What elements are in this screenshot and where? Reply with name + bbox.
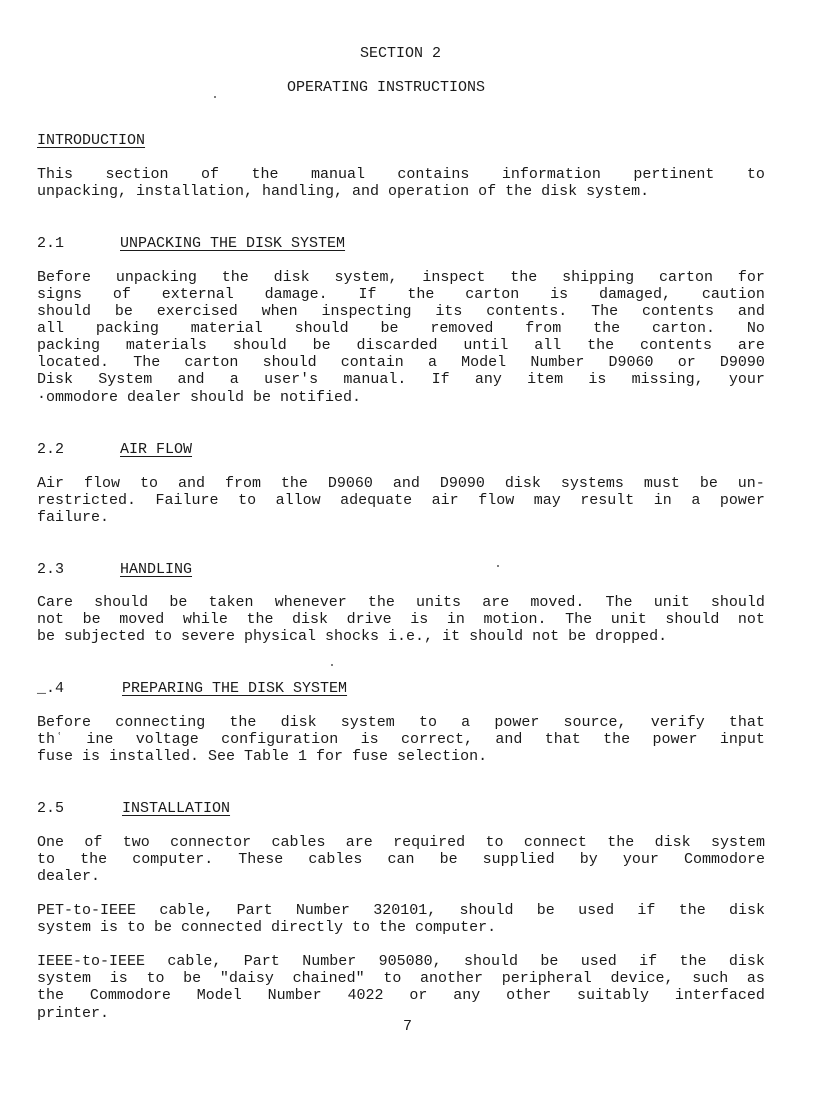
word: disk [292,611,329,628]
word: system [710,834,765,851]
word: power [719,492,765,509]
word: contents [640,337,713,354]
word: information [501,166,601,183]
text-line [37,902,765,919]
word: or [409,987,428,1004]
word: and [495,731,523,748]
word: be [114,303,133,320]
word: If [431,371,450,388]
section-number: _.4 [37,680,65,697]
word: are [345,834,373,851]
word: all [534,337,562,354]
word: be [699,475,718,492]
word: D9090 [439,475,485,492]
word: should [665,611,720,628]
word: must [643,475,680,492]
section-heading: INSTALLATION [122,800,231,817]
text-line [37,371,765,388]
word: The [605,594,633,611]
word: Care [37,594,74,611]
word: the [593,320,621,337]
section-number: 2.2 [37,441,65,458]
word: should [232,337,287,354]
word: pertinent [633,166,715,183]
word: 4022 [347,987,384,1004]
word: D9060 [608,354,654,371]
word: cable, [159,902,214,919]
text-line: dealer. [37,868,101,885]
word: to [485,834,504,851]
word: if [637,902,656,919]
word: in [446,611,465,628]
word: item [527,371,564,388]
word: be [380,320,399,337]
scan-speck [331,664,333,666]
scan-speck [214,96,216,98]
word: to [746,166,765,183]
word: This [37,166,74,183]
word: No [746,320,765,337]
word: peripheral [501,970,592,987]
word: system, [334,269,398,286]
word: used [580,953,617,970]
word: from [525,320,562,337]
word: not [737,611,765,628]
word: manual [310,166,365,183]
word: are [737,337,765,354]
word: Before [37,269,92,286]
word: as [746,970,765,987]
word: user's [264,371,319,388]
word: Part [236,902,273,919]
section-heading: PREPARING THE DISK SYSTEM [122,680,348,697]
word: carton [184,354,239,371]
word: to [238,492,257,509]
word: the [607,834,635,851]
word: a [427,354,437,371]
word: be [169,594,188,611]
word: restricted. [37,492,137,509]
word: system [340,714,395,731]
word: to [146,970,165,987]
word: if [639,953,658,970]
word: Failure [155,492,219,509]
word: discarded [356,337,438,354]
text-line [37,166,765,183]
word: manual. [343,371,407,388]
word: 320101, [373,902,437,919]
word: from [224,475,261,492]
section-title: OPERATING INSTRUCTIONS [287,79,486,96]
word: should [262,354,317,371]
word: source, [563,714,627,731]
text-line [37,731,765,748]
word: should [459,902,514,919]
word: to [383,970,402,987]
word: The [591,303,619,320]
word: Commodore [683,851,765,868]
word: allow [275,492,321,509]
text-line: system is to be connected directly to the computer. [37,919,497,936]
word: disk [280,714,317,731]
word: air [431,492,459,509]
word: input [719,731,765,748]
word: should [463,953,518,970]
word: IEEE-to-IEEE [37,953,146,970]
word: any [474,371,502,388]
word: be [312,337,331,354]
word: while [182,611,228,628]
word: device, [610,970,674,987]
section-heading: HANDLING [120,561,193,578]
word: result [580,492,635,509]
word: connector [170,834,252,851]
text-line [37,851,765,868]
word: carton [465,286,520,303]
word: should [710,594,765,611]
word: the [280,475,308,492]
section-number: 2.3 [37,561,65,578]
word: your [728,371,765,388]
word: ine [86,731,114,748]
word: the [246,611,274,628]
word: to [37,851,56,868]
word: moved [119,611,165,628]
word: One [37,834,65,851]
word: disk [728,902,765,919]
word: removed [430,320,494,337]
word: connect [523,834,587,851]
word: Number [295,902,350,919]
word: the [37,987,65,1004]
word: that [728,714,765,731]
word: and [177,475,205,492]
word: cable, [167,953,222,970]
word: moved. [530,594,585,611]
text-line: printer. [37,1005,110,1022]
word: carton [659,269,714,286]
word: a [461,714,471,731]
word: D9060 [327,475,373,492]
word: used [578,902,615,919]
word: external [161,286,234,303]
word: Part [243,953,280,970]
word: be [439,851,458,868]
word: disk [728,953,765,970]
word: to [418,714,437,731]
word: missing, [631,371,704,388]
word: 905080, [378,953,442,970]
word: unit [653,594,690,611]
word: and [737,303,765,320]
word: configuration [221,731,339,748]
word: or [677,354,696,371]
word: all [37,320,65,337]
word: packing [95,320,159,337]
text-line: failure. [37,509,110,526]
word: the [678,902,706,919]
word: the [80,851,108,868]
word: supplied [482,851,555,868]
word: until [463,337,509,354]
word: un- [737,475,765,492]
word: located. [37,354,110,371]
word: PET-to-IEEE [37,902,137,919]
word: the [367,594,395,611]
word: is [109,970,128,987]
text-line [37,337,765,354]
word: shipping [562,269,635,286]
word: materials [125,337,207,354]
text-line [37,987,765,1004]
section-heading: UNPACKING THE DISK SYSTEM [120,235,346,252]
word: flow [478,492,515,509]
word: adequate [340,492,413,509]
section-heading: AIR FLOW [120,441,193,458]
word: Commodore [89,987,171,1004]
word: "daisy [219,970,274,987]
word: a [229,371,239,388]
word: units [416,594,462,611]
text-line [37,320,765,337]
word: of [200,166,219,183]
word: may [533,492,561,509]
text-line [37,834,765,851]
section-number: 2.1 [37,235,65,252]
word: interfaced [674,987,765,1004]
scan-speck [497,565,499,567]
word: thʿ [37,731,65,748]
word: caution [701,286,765,303]
word: should [94,594,149,611]
word: If [358,286,377,303]
word: another [420,970,484,987]
word: the [587,337,615,354]
text-line: fuse is installed. See Table 1 for fuse selection. [37,748,488,765]
word: such [692,970,729,987]
word: motion. [483,611,547,628]
word: Number [530,354,585,371]
word: correct, [400,731,473,748]
word: be [82,611,101,628]
word: damaged, [599,286,672,303]
word: not [37,611,65,628]
word: that [544,731,581,748]
word: the [679,953,707,970]
word: whenever [274,594,347,611]
word: when [261,303,298,320]
text-line [37,303,765,320]
word: unpacking [115,269,197,286]
word: the [221,269,249,286]
word: cables [271,834,326,851]
word: systems [560,475,624,492]
word: and [392,475,420,492]
word: unit [610,611,647,628]
word: a [691,492,701,509]
word: by [579,851,598,868]
word: inspect [422,269,486,286]
introduction-heading: INTRODUCTION [37,132,146,149]
word: contents [642,303,715,320]
text-line [37,269,765,286]
word: any [453,987,481,1004]
word: These [238,851,284,868]
word: Before [37,714,92,731]
word: carton. [652,320,716,337]
word: to [139,475,158,492]
text-line: ·ommodore dealer should be notified. [37,389,362,406]
text-line [37,492,765,509]
word: system [37,970,92,987]
word: section [105,166,169,183]
word: power [652,731,698,748]
word: required [393,834,466,851]
word: contains [397,166,470,183]
word: signs [37,286,83,303]
word: Number [267,987,322,1004]
word: the [229,714,257,731]
section-label: SECTION 2 [360,45,442,62]
word: in [653,492,672,509]
word: of [112,286,131,303]
word: verify [650,714,705,731]
text-line [37,594,765,611]
text-line [37,475,765,492]
word: the [510,269,538,286]
word: for [737,269,765,286]
word: contain [340,354,404,371]
word: two [122,834,150,851]
word: The [565,611,593,628]
word: computer. [132,851,214,868]
word: disk [273,269,310,286]
text-line [37,286,765,303]
text-line [37,611,765,628]
word: exercised [156,303,238,320]
word: contents. [486,303,568,320]
word: is [550,286,569,303]
text-line: be subjected to severe physical shocks i.e., it should not be dropped. [37,628,668,645]
word: is [360,731,379,748]
word: suitably [577,987,650,1004]
word: is [410,611,429,628]
word: drive [346,611,392,628]
word: be [536,902,555,919]
word: be [540,953,559,970]
word: its [435,303,463,320]
text-line [37,970,765,987]
word: damage. [264,286,328,303]
word: packing [37,337,101,354]
word: Disk [37,371,74,388]
word: can [387,851,415,868]
word: other [506,987,552,1004]
word: The [133,354,161,371]
text-line [37,354,765,371]
word: material [190,320,263,337]
word: is [588,371,607,388]
word: should [37,303,92,320]
word: chained" [292,970,365,987]
word: are [482,594,510,611]
word: disk [654,834,691,851]
word: and [177,371,205,388]
word: Number [302,953,357,970]
word: System [98,371,153,388]
word: inspecting [321,303,412,320]
word: taken [208,594,254,611]
word: disk [504,475,541,492]
word: be [183,970,202,987]
text-line: unpacking, installation, handling, and operation of the disk system. [37,183,650,200]
word: the [407,286,435,303]
text-line [37,714,765,731]
word: connecting [115,714,206,731]
word: power [494,714,540,731]
word: should [294,320,349,337]
word: Model [461,354,507,371]
word: Air [37,475,65,492]
word: flow [83,475,120,492]
page-number: 7 [403,1018,413,1035]
text-line [37,953,765,970]
word: your [622,851,659,868]
word: the [603,731,631,748]
word: voltage [135,731,199,748]
section-number: 2.5 [37,800,65,817]
word: of [84,834,103,851]
word: cables [308,851,363,868]
word: Model [196,987,242,1004]
word: the [251,166,279,183]
word: D9090 [719,354,765,371]
